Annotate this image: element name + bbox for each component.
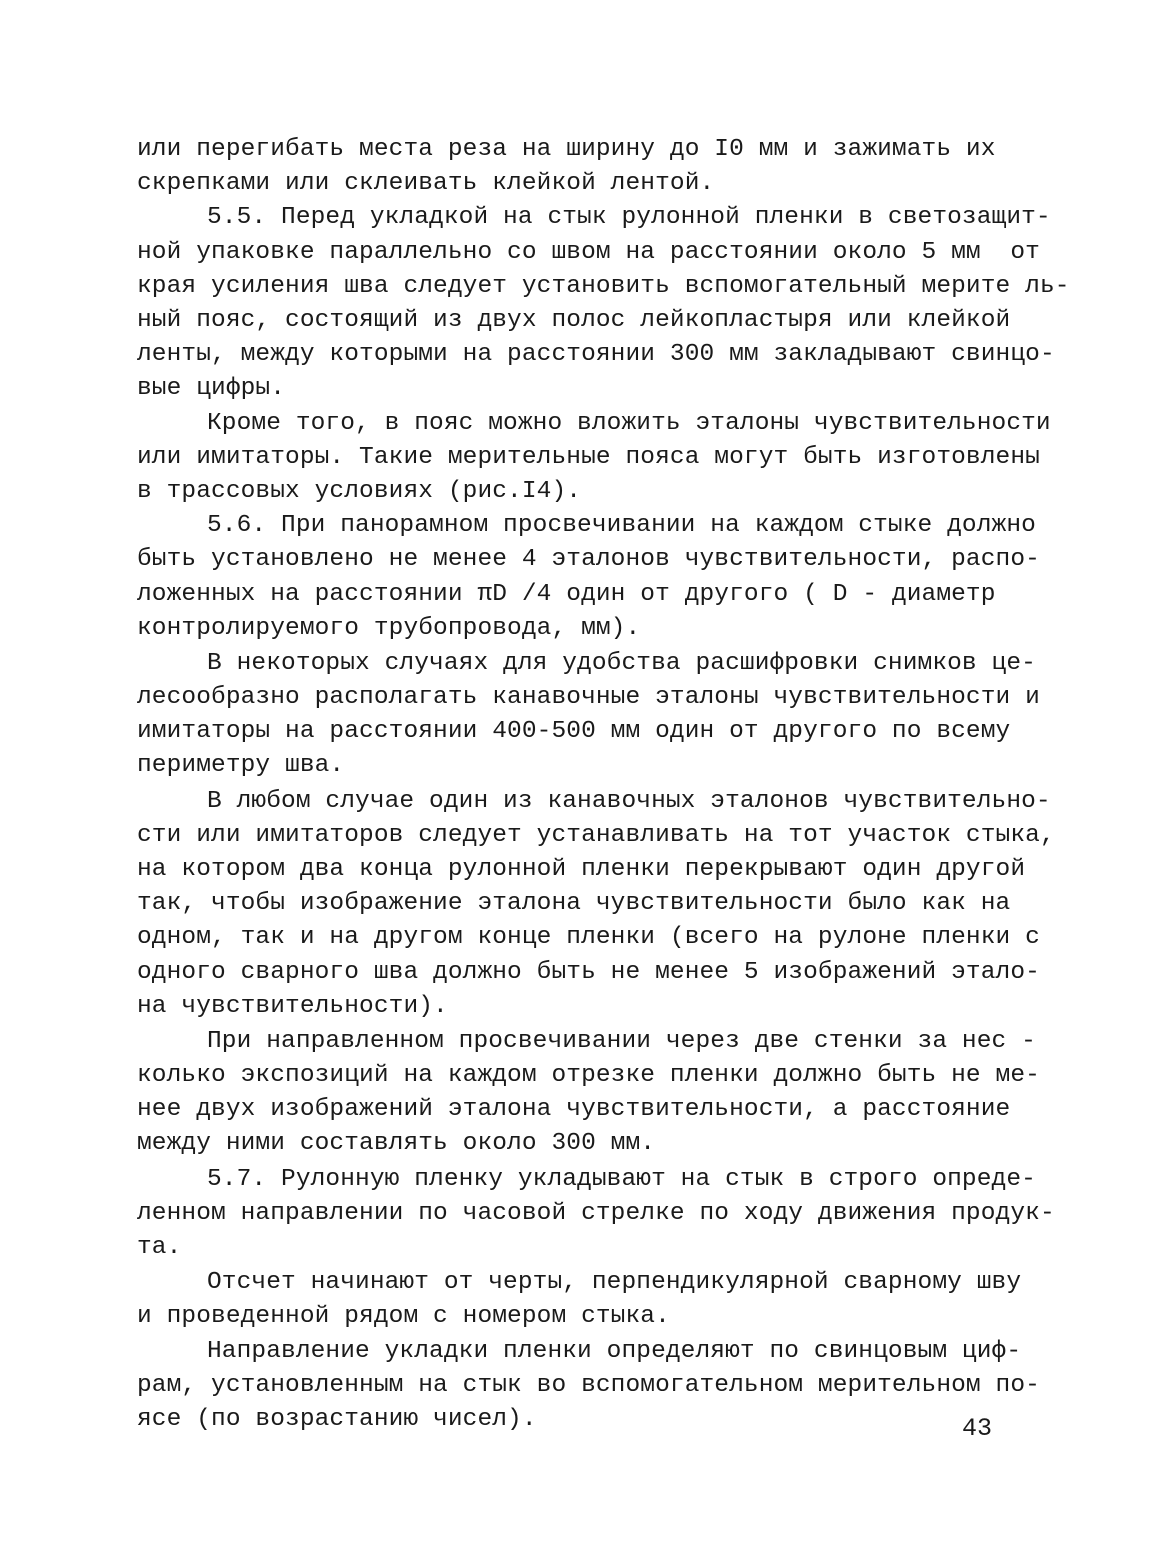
text-line: ясе (по возрастанию чисел). bbox=[137, 1406, 537, 1433]
text-line: ной упаковке параллельно со швом на расстоянии около 5 мм от bbox=[137, 239, 1040, 266]
text-line: края усиления шва следует установить вспомогательный мерите ль- bbox=[137, 273, 1070, 300]
text-line: имитаторы на расстоянии 400-500 мм один от другого по всему bbox=[137, 718, 1011, 745]
text-line: и проведенной рядом с номером стыка. bbox=[137, 1303, 670, 1330]
text-line: В любом случае один из канавочных эталонов чувствительно- bbox=[207, 788, 1051, 815]
page-number: 43 bbox=[962, 1414, 993, 1443]
text-line: вые цифры. bbox=[137, 375, 286, 402]
text-line: между ними составлять около 300 мм. bbox=[137, 1130, 656, 1157]
text-line: ленном направлении по часовой стрелке по ходу движения продук- bbox=[137, 1200, 1055, 1227]
text-line: При направленном просвечивании через две стенки за нес - bbox=[207, 1028, 1036, 1055]
text-line: 5.5. Перед укладкой на стык рулонной пленки в светозащит- bbox=[207, 204, 1051, 231]
text-line: одного сварного шва должно быть не менее 5 изображений этало- bbox=[137, 959, 1040, 986]
text-line: В некоторых случаях для удобства расшифровки снимков це- bbox=[207, 650, 1036, 677]
text-line: та. bbox=[137, 1234, 182, 1261]
text-line: периметру шва. bbox=[137, 752, 345, 779]
text-line: скрепками или склеивать клейкой лентой. bbox=[137, 170, 715, 197]
text-line: ный пояс, состоящий из двух полос лейкопластыря или клейкой bbox=[137, 307, 1011, 334]
text-line: сти или имитаторов следует устанавливать на тот участок стыка, bbox=[137, 822, 1055, 849]
text-line: контролируемого трубопровода, мм). bbox=[137, 615, 641, 642]
text-line: быть установлено не менее 4 эталонов чувствительности, распо- bbox=[137, 546, 1040, 573]
text-line: на чувствительности). bbox=[137, 993, 448, 1020]
text-line: Отсчет начинают от черты, перпендикулярной сварному шву bbox=[207, 1269, 1022, 1296]
text-line: 5.7. Рулонную пленку укладывают на стык в строго опреде- bbox=[207, 1166, 1036, 1193]
text-line: или перегибать места реза на ширину до I0 мм и зажимать их bbox=[137, 136, 996, 163]
text-line: одном, так и на другом конце пленки (всего на рулоне пленки с bbox=[137, 924, 1040, 951]
text-line: рам, установленным на стык во вспомогательном мерительном по- bbox=[137, 1372, 1040, 1399]
text-line: Кроме того, в пояс можно вложить эталоны чувствительности bbox=[207, 410, 1051, 437]
text-line: или имитаторы. Такие мерительные пояса могут быть изготовлены bbox=[137, 444, 1040, 471]
text-line: нее двух изображений эталона чувствительности, а расстояние bbox=[137, 1096, 1011, 1123]
text-line: так, чтобы изображение эталона чувствительности было как на bbox=[137, 890, 1011, 917]
text-line: ленты, между которыми на расстоянии 300 мм закладывают свинцо- bbox=[137, 341, 1055, 368]
text-line: 5.6. При панорамном просвечивании на каждом стыке должно bbox=[207, 512, 1036, 539]
text-line: ложенных на расстоянии πD /4 один от другого ( D - диаметр bbox=[137, 581, 996, 608]
text-line: лесообразно располагать канавочные эталоны чувствительности и bbox=[137, 684, 1040, 711]
text-line: колько экспозиций на каждом отрезке пленки должно быть не ме- bbox=[137, 1062, 1040, 1089]
text-line: Направление укладки пленки определяют по свинцовым циф- bbox=[207, 1338, 1022, 1365]
text-line: на котором два конца рулонной пленки перекрывают один другой bbox=[137, 856, 1026, 883]
text-line: в трассовых условиях (рис.I4). bbox=[137, 478, 582, 505]
